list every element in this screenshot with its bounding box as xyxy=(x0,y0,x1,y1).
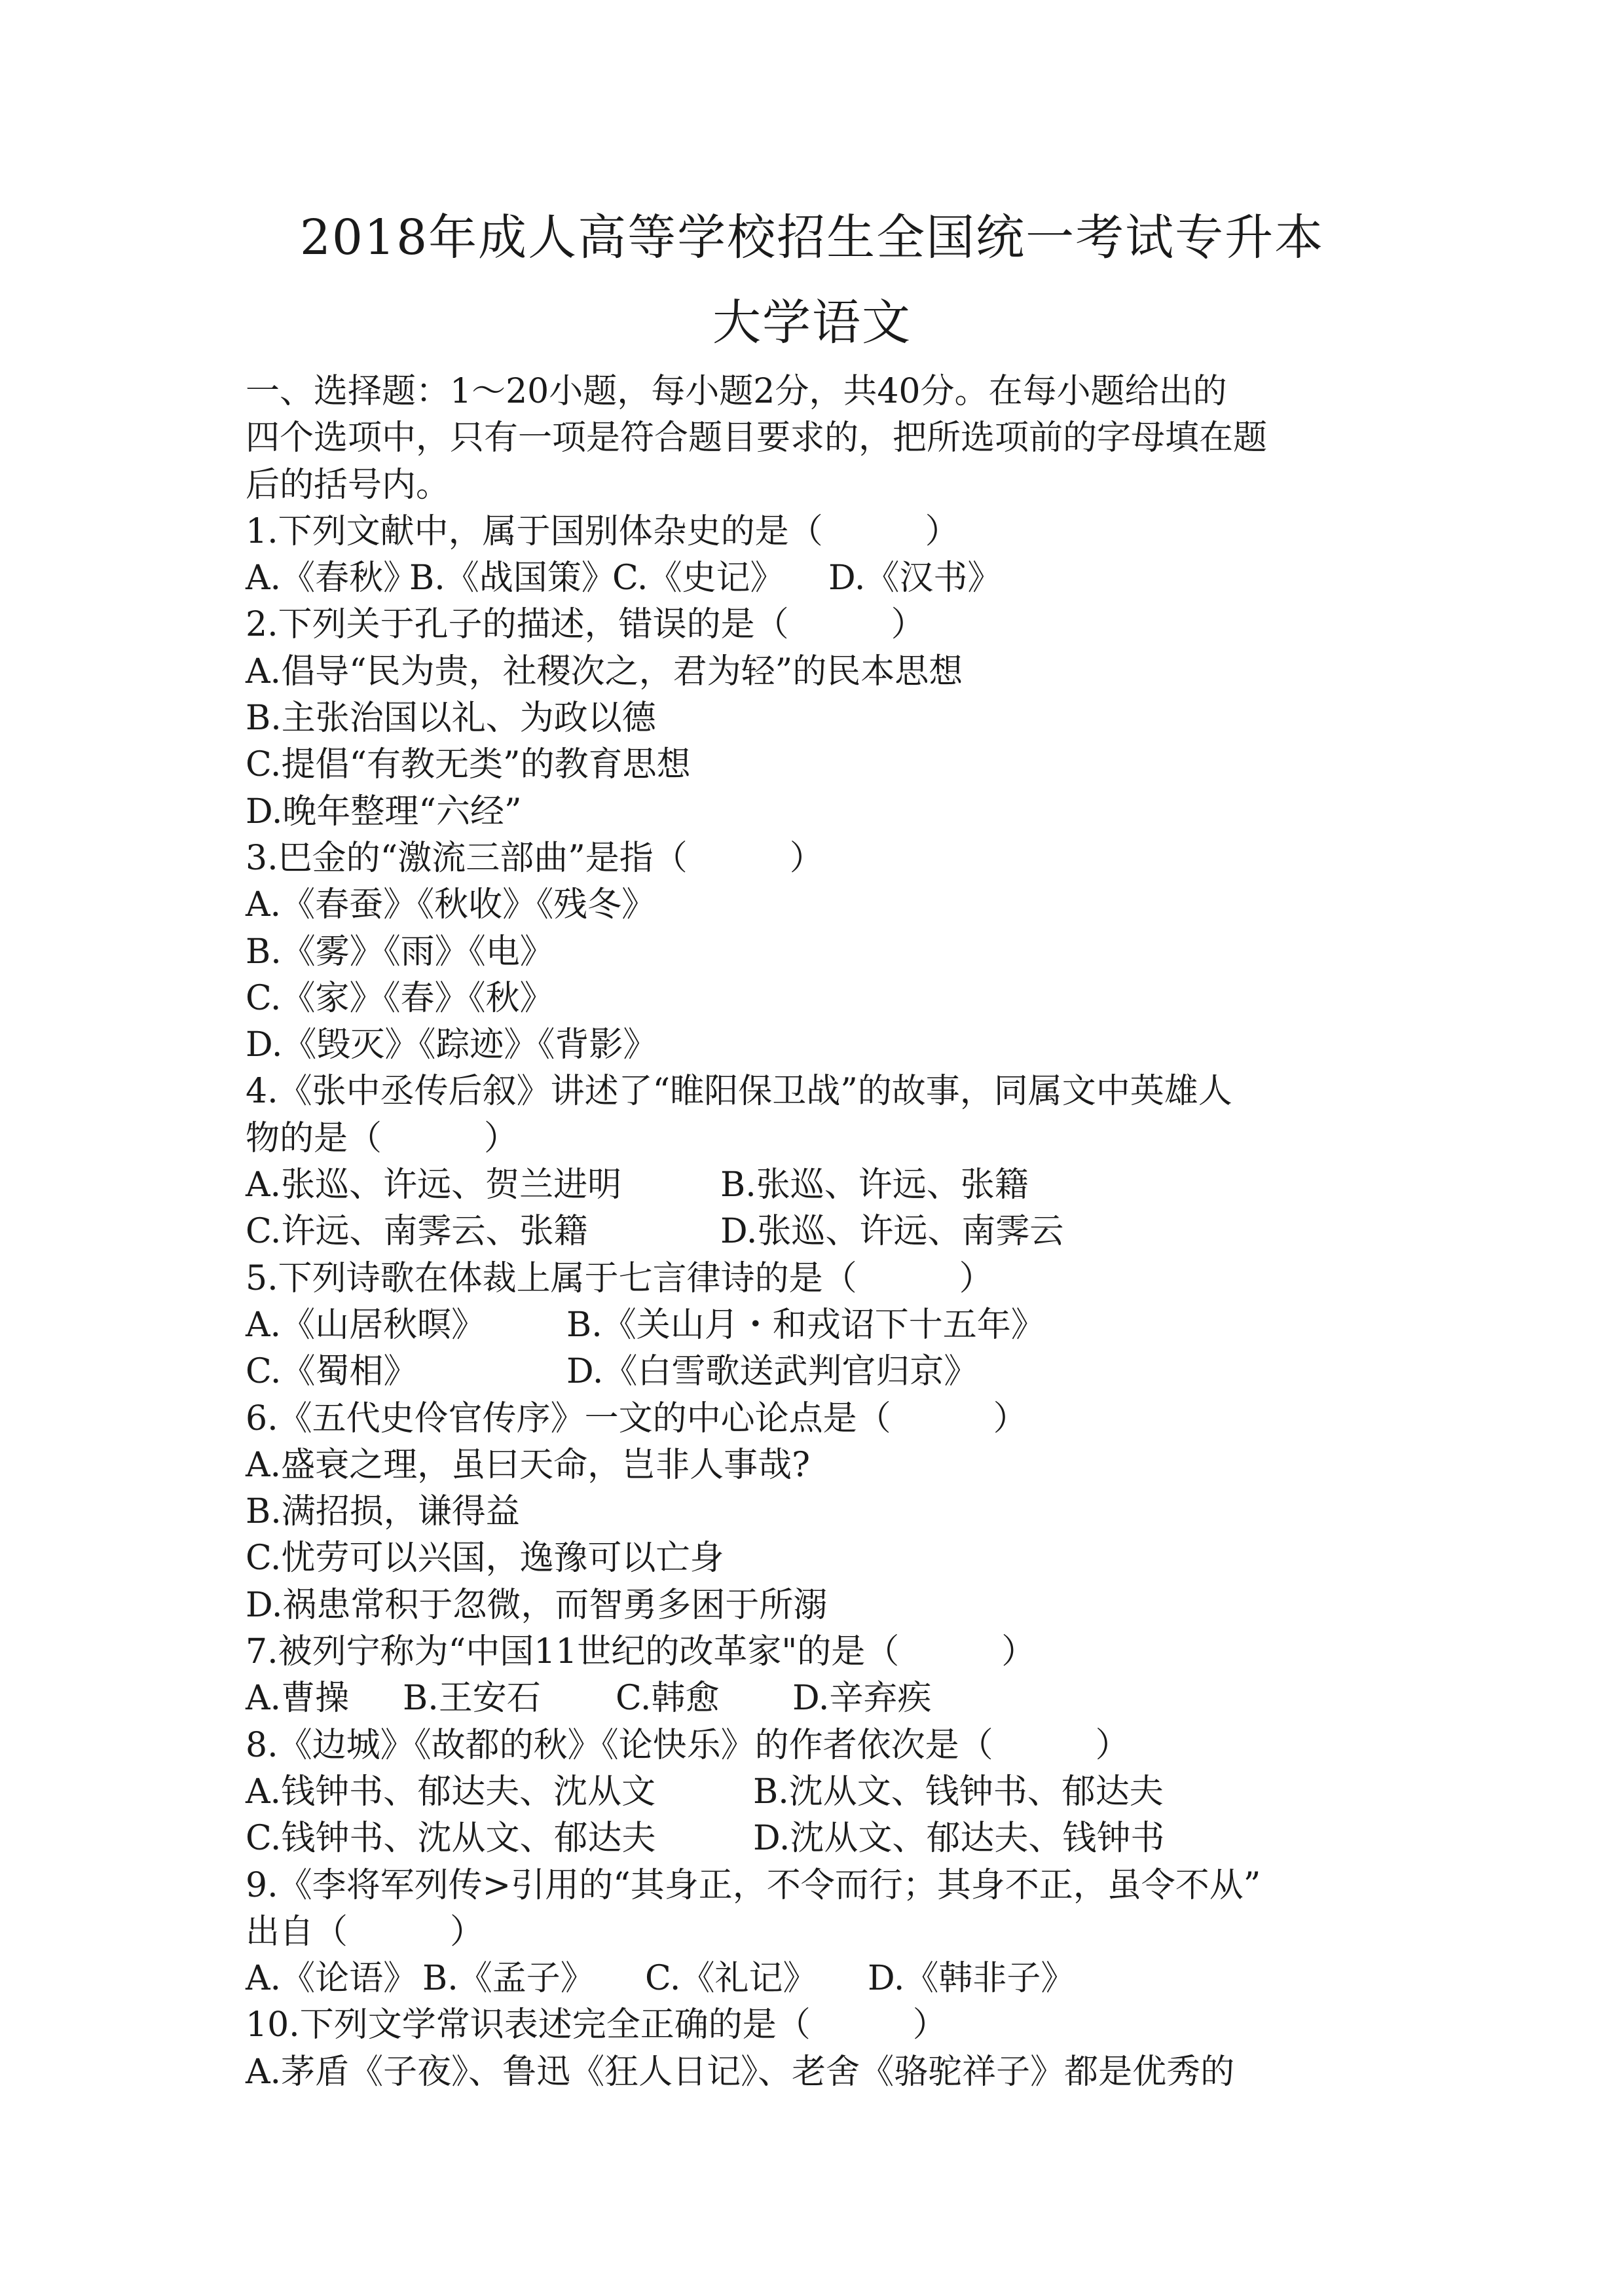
question-5-options-row-2 xyxy=(246,1349,1398,1395)
question-7-stem: 7.被列宁称为“中国11世纪的改革家"的是（ ） xyxy=(246,1632,1036,1672)
question-2-stem: 2.下列关于孔子的描述，错误的是（ ） xyxy=(246,605,925,645)
section-instruction-line-1: 一、选择题：1～20小题，每小题2分，共40分。在每小题给出的 xyxy=(246,372,1227,411)
option-c: C.韩愈 xyxy=(616,1679,720,1719)
option-d: D.张巡、许远、南霁云 xyxy=(720,1212,1064,1252)
option-b: B.沈从文、钱钟书、郁达夫 xyxy=(753,1772,1164,1812)
option-a: A.《论语》 xyxy=(246,1959,418,1999)
question-8-options-row-1 xyxy=(246,1769,1398,1815)
option-d: D.《毁灭》《踪迹》《背影》 xyxy=(246,1025,657,1065)
option-c: C.钱钟书、沈从文、郁达夫 xyxy=(246,1819,656,1859)
exam-title: 2018年成人高等学校招生全国统一考试专升本 xyxy=(299,210,1325,266)
question-6-stem: 6.《五代史伶官传序》一文的中心论点是（ ） xyxy=(246,1398,1027,1438)
option-c: C.《家》《春》《秋》 xyxy=(246,978,554,1018)
question-8-options-row-2 xyxy=(246,1815,1398,1862)
option-d: D.晚年整理“六经” xyxy=(246,792,522,831)
question-4-options-row-2 xyxy=(246,1209,1398,1255)
option-a: A.钱钟书、郁达夫、沈从文 xyxy=(246,1772,656,1812)
option-c: C.《蜀相》 xyxy=(246,1352,418,1392)
question-4-stem-line-1: 4.《张中丞传后叙》讲述了“睢阳保卫战”的故事，同属文中英雄人 xyxy=(246,1072,1232,1112)
question-5-options-row-1 xyxy=(246,1302,1398,1349)
option-c: C.《史记》 xyxy=(612,558,784,598)
question-9-options xyxy=(246,1956,1398,2002)
option-b: B.《关山月・和戎诏下十五年》 xyxy=(566,1305,1045,1345)
question-5-stem: 5.下列诗歌在体裁上属于七言律诗的是（ ） xyxy=(246,1258,993,1298)
question-1-options xyxy=(246,555,1398,602)
option-a: A.盛衰之理，虽曰天命，岂非人事哉? xyxy=(246,1445,810,1485)
question-4-stem-line-2: 物的是（ ） xyxy=(246,1118,519,1158)
question-7-options xyxy=(246,1675,1398,1722)
option-c: C.提倡“有教无类”的教育思想 xyxy=(246,745,691,785)
option-d: D.《汉书》 xyxy=(828,558,1002,598)
option-b: B.《战国策》 xyxy=(409,558,616,598)
option-b: B.王安石 xyxy=(403,1679,541,1719)
option-b: B.《孟子》 xyxy=(422,1959,595,1999)
option-a: A.张巡、许远、贺兰进明 xyxy=(246,1165,622,1205)
question-3-stem: 3.巴金的“激流三部曲”是指（ ） xyxy=(246,838,824,878)
option-a: A.《春蚕》《秋收》《残冬》 xyxy=(246,885,656,925)
question-10-stem: 10.下列文学常识表述完全正确的是（ ） xyxy=(246,2005,947,2045)
option-d: D.祸患常积于忽微，而智勇多困于所溺 xyxy=(246,1585,828,1625)
option-c: C.许远、南霁云、张籍 xyxy=(246,1212,588,1252)
option-a: A.《山居秋暝》 xyxy=(246,1305,486,1345)
option-a: A.曹操 xyxy=(246,1679,350,1719)
option-d: D.辛弃疾 xyxy=(792,1679,932,1719)
option-d: D.《白雪歌送武判官归京》 xyxy=(566,1352,978,1392)
option-b: B.张巡、许远、张籍 xyxy=(720,1165,1029,1205)
question-8-stem: 8.《边城》《故都的秋》《论快乐》的作者依次是（ ） xyxy=(246,1725,1130,1765)
option-b: B.《雾》《雨》《电》 xyxy=(246,932,554,972)
option-a: A.倡导“民为贵，社稷次之，君为轻”的民本思想 xyxy=(246,651,963,691)
option-b: B.满招损，谦得益 xyxy=(246,1492,520,1532)
option-d: D.沈从文、郁达夫、钱钟书 xyxy=(753,1819,1165,1859)
subject-title: 大学语文 xyxy=(712,295,912,351)
option-c: C.忧劳可以兴国，逸豫可以亡身 xyxy=(246,1539,724,1578)
section-instruction-line-2: 四个选项中，只有一项是符合题目要求的，把所选项前的字母填在题 xyxy=(246,418,1268,458)
question-section xyxy=(246,369,1398,2096)
option-a: A.《春秋》 xyxy=(246,558,418,598)
question-4-options-row-1 xyxy=(246,1162,1398,1209)
question-1-stem: 1.下列文献中，属于国别体杂史的是（ ） xyxy=(246,511,959,551)
option-d: D.《韩非子》 xyxy=(868,1959,1075,1999)
section-instruction-line-3: 后的括号内。 xyxy=(246,465,451,505)
option-b: B.主张治国以礼、为政以德 xyxy=(246,699,656,738)
option-c: C.《礼记》 xyxy=(645,1959,817,1999)
question-9-stem-line-2: 出自（ ） xyxy=(246,1912,485,1952)
option-a: A.茅盾《子夜》、鲁迅《狂人日记》、老舍《骆驼祥子》都是优秀的 xyxy=(246,2052,1235,2092)
question-9-stem-line-1: 9.《李将军列传>引用的“其身正，不令而行；其身不正，虽令不从” xyxy=(246,1865,1261,1905)
